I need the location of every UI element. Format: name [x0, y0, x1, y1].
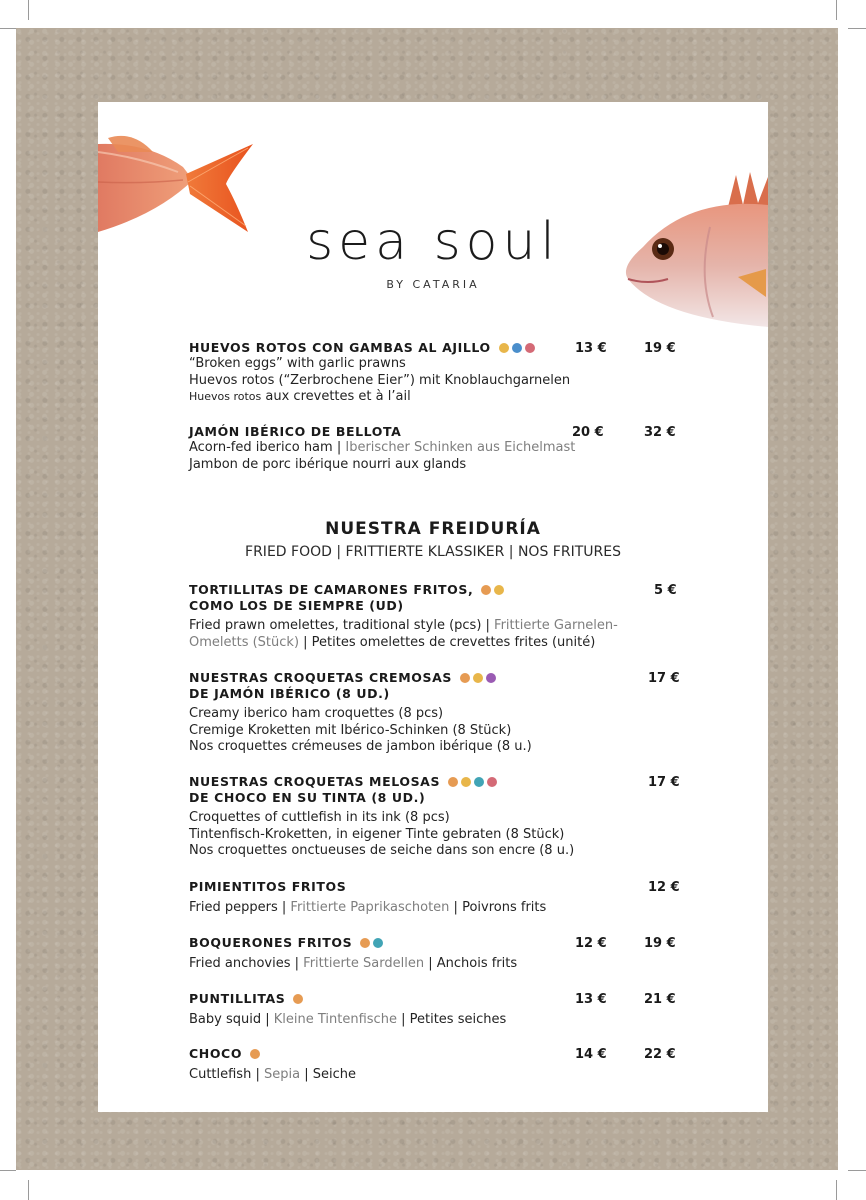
item-desc-fr: aux crevettes et à l’ail — [261, 389, 411, 404]
crop-mark — [836, 1180, 837, 1200]
gluten-allergen-icon — [460, 673, 470, 683]
item-name: NUESTRAS CROQUETAS MELOSAS — [189, 774, 441, 789]
item-desc-de: Frittierte Sardellen — [303, 956, 425, 971]
item-desc-fr-prefix: Huevos rotos — [189, 390, 262, 403]
item-desc-en: Fried anchovies — [189, 956, 291, 971]
item-price-small: 14 € — [575, 1047, 607, 1062]
item-name-line2: DE JAMÓN IBÉRICO (8 UD.) — [189, 686, 390, 701]
item-name: PUNTILLITAS — [189, 991, 286, 1006]
item-price-small: 12 € — [575, 936, 607, 951]
item-desc-fr: Petites seiches — [409, 1012, 507, 1027]
gluten-allergen-icon — [448, 777, 458, 787]
item-name: NUESTRAS CROQUETAS CREMOSAS — [189, 670, 452, 685]
item-price: 5 € — [654, 583, 677, 598]
item-price-large: 21 € — [644, 992, 676, 1007]
menu-item — [189, 774, 679, 860]
egg-allergen-icon — [473, 673, 483, 683]
crop-mark — [28, 1180, 29, 1200]
item-name: HUEVOS ROTOS CON GAMBAS AL AJILLO — [189, 340, 491, 355]
fish-allergen-icon — [373, 938, 383, 948]
crop-mark — [0, 1170, 16, 1171]
item-desc-en: Creamy iberico ham croquettes (8 pcs) — [189, 706, 444, 721]
item-price: 17 € — [648, 775, 680, 790]
crop-mark — [848, 1170, 866, 1171]
item-desc-fr: Anchois frits — [436, 956, 518, 971]
item-price: 12 € — [648, 880, 680, 895]
fish-allergen-icon — [474, 777, 484, 787]
item-name: JAMÓN IBÉRICO DE BELLOTA — [189, 424, 402, 439]
brand-subtitle: BY CATARIA — [386, 278, 480, 291]
gluten-allergen-icon — [481, 585, 491, 595]
item-desc-fr: Seiche — [312, 1067, 356, 1082]
menu-card — [98, 102, 768, 1112]
item-name: TORTILLITAS DE CAMARONES FRITOS, — [189, 582, 474, 597]
menu-item: PIMIENTITOS FRITOS Fried peppers | Frittierte Paprikaschoten | Poivrons frits — [189, 879, 679, 917]
item-desc-fr: Nos croquettes crémeuses de jambon ibérique (8 u.) — [189, 739, 532, 754]
shellfish-allergen-icon — [512, 343, 522, 353]
item-desc-de: Tintenfisch-Kroketten, in eigener Tinte gebraten (8 Stück) — [189, 826, 565, 842]
item-price-large: 19 € — [644, 341, 676, 356]
section-subtitle: FRIED FOOD | FRITTIERTE KLASSIKER | NOS FRITURES — [245, 544, 621, 560]
item-desc-fr: Jambon de porc ibérique nourri aux glands — [189, 456, 467, 472]
egg-allergen-icon — [461, 777, 471, 787]
item-desc-en: Acorn-fed iberico ham — [189, 440, 333, 455]
section-title: NUESTRA FREIDURÍA — [325, 519, 541, 539]
menu-item: TORTILLITAS DE CAMARONES FRITOS, COMO LOS DE SIEMPRE (UD) Fried prawn omelettes, traditional style (pcs) | Frittierte Garnelen- Omeletts (Stück) | Petites omelettes de crevettes frites (unité) — [189, 582, 649, 651]
item-desc-en: Cuttlefish — [189, 1067, 252, 1082]
item-desc-de: Frittierte Paprikaschoten — [290, 900, 450, 915]
crop-mark — [28, 0, 29, 20]
item-name: PIMIENTITOS FRITOS — [189, 879, 347, 894]
item-name-line2: DE CHOCO EN SU TINTA (8 UD.) — [189, 790, 426, 805]
brand-logo: sea soul — [306, 212, 560, 272]
item-desc-de: Huevos rotos (“Zerbrochene Eier”) mit Knoblauchgarnelen — [189, 372, 571, 388]
menu-item — [189, 670, 679, 756]
item-desc-en: “Broken eggs” with garlic prawns — [189, 356, 406, 371]
mollusc-allergen-icon — [487, 777, 497, 787]
egg-allergen-icon — [499, 343, 509, 353]
item-desc-fr: Poivrons frits — [462, 900, 547, 915]
item-price-large: 32 € — [644, 425, 676, 440]
crustacean-allergen-icon — [525, 343, 535, 353]
milk-allergen-icon — [486, 673, 496, 683]
item-name: BOQUERONES FRITOS — [189, 935, 353, 950]
item-price-large: 19 € — [644, 936, 676, 951]
item-desc-de: Kleine Tintenfische — [273, 1012, 397, 1027]
item-price: 17 € — [648, 671, 680, 686]
item-price-small: 13 € — [575, 341, 607, 356]
item-name-line2: COMO LOS DE SIEMPRE (UD) — [189, 598, 404, 613]
menu-item: CHOCO Cuttlefish | Sepia | Seiche — [189, 1046, 356, 1082]
item-desc-de: Cremige Kroketten mit Ibérico-Schinken (8 Stück) — [189, 722, 512, 738]
item-desc-en: Baby squid — [189, 1012, 262, 1027]
menu-item: JAMÓN IBÉRICO DE BELLOTA Acorn-fed iberico ham | Iberischer Schinken aus Eichelmast Jambon de porc ibérique nourri aux glands — [189, 424, 679, 473]
gluten-allergen-icon — [293, 994, 303, 1004]
crop-mark — [0, 28, 16, 29]
item-price-small: 13 € — [575, 992, 607, 1007]
item-desc-en: Fried peppers — [189, 900, 278, 915]
egg-allergen-icon — [494, 585, 504, 595]
item-desc-fr: Nos croquettes onctueuses de seiche dans son encre (8 u.) — [189, 843, 575, 858]
item-price-small: 20 € — [572, 425, 604, 440]
menu-item: BOQUERONES FRITOS Fried anchovies | Frittierte Sardellen | Anchois frits — [189, 935, 518, 971]
gluten-allergen-icon — [360, 938, 370, 948]
gluten-allergen-icon — [250, 1049, 260, 1059]
item-desc-en: Croquettes of cuttlefish in its ink (8 pcs) — [189, 810, 450, 825]
item-name: CHOCO — [189, 1046, 243, 1061]
item-price-large: 22 € — [644, 1047, 676, 1062]
item-desc-de: Sepia — [263, 1067, 301, 1082]
crop-mark — [848, 28, 866, 29]
item-desc-de: Iberischer Schinken aus Eichelmast — [345, 440, 576, 455]
crop-mark — [836, 0, 837, 20]
menu-item: PUNTILLITAS Baby squid | Kleine Tintenfische | Petites seiches — [189, 991, 507, 1027]
